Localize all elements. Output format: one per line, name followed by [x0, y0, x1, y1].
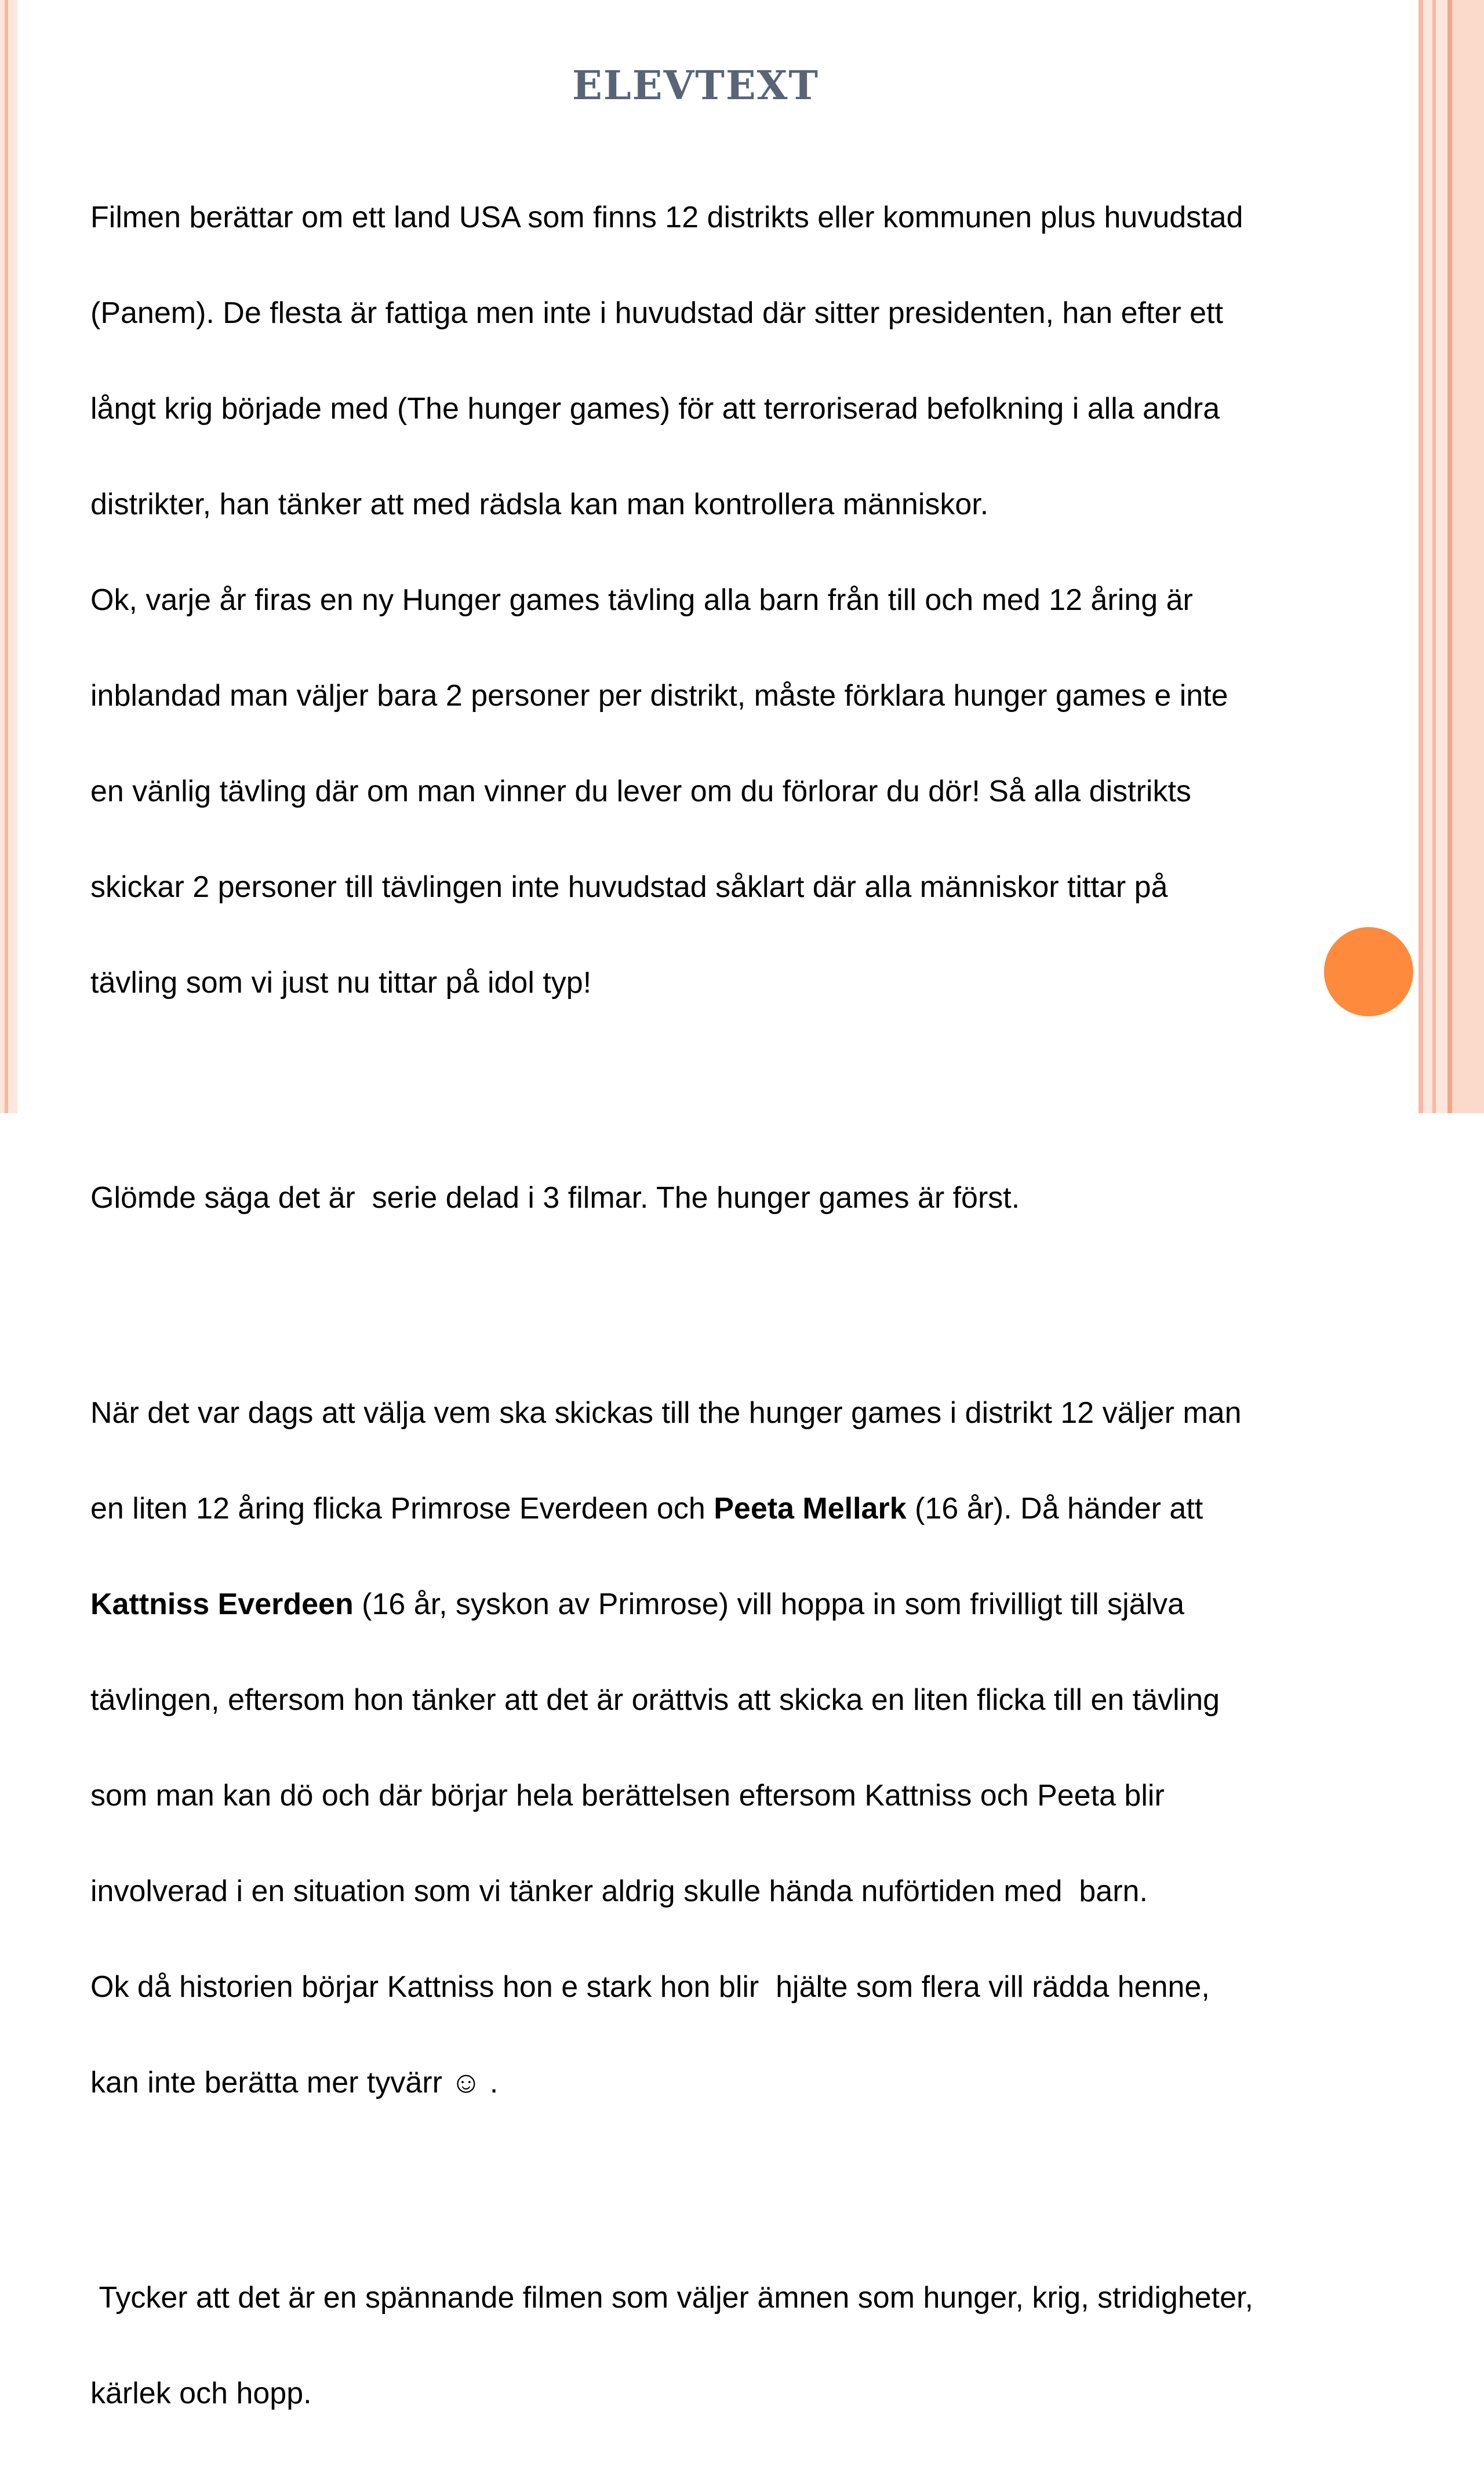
- paragraph-spacer: [90, 1063, 1383, 1118]
- paragraph-spacer: [90, 2163, 1383, 2218]
- paragraph-1: [90, 138, 1383, 1063]
- text-line: [90, 1493, 1383, 1525]
- character-name-peeta: Peeta Mellark: [714, 1492, 907, 1525]
- text-line: distrikter, han tänker att med rädsla kan man kontrollera människor.: [90, 488, 989, 521]
- orange-circle-decoration: [1324, 927, 1413, 1016]
- slide-title: ELEVTEXT: [572, 63, 820, 109]
- text-run: (16 år). Då händer att: [906, 1492, 1203, 1525]
- right-border-decoration: [1418, 0, 1484, 1113]
- paragraph-4: [90, 2218, 1383, 2473]
- text-line: kärlek och hopp.: [90, 2377, 312, 2410]
- paragraph-3: [90, 1334, 1383, 2163]
- text-line: kan inte berätta mer tyvärr ☺ .: [90, 2066, 499, 2099]
- text-line: Ok, varje år firas en ny Hunger games tävling alla barn från till och med 12 åring är: [90, 583, 1193, 617]
- text-run: (16 år, syskon av Primrose) vill hoppa in som frivilligt till själva: [353, 1587, 1185, 1621]
- text-line: en vänlig tävling där om man vinner du lever om du förlorar du dör! Så alla distrikts: [90, 775, 1191, 808]
- text-line: inblandad man väljer bara 2 personer per distrikt, måste förklara hunger games e inte: [90, 679, 1228, 713]
- text-line: involverad i en situation som vi tänker aldrig skulle hända nuförtiden med barn.: [90, 1874, 1148, 1908]
- left-border-decoration: [0, 0, 17, 1113]
- text-line: långt krig började med (The hunger games) för att terroriserad befolkning i alla andra: [90, 392, 1220, 426]
- paragraph-spacer: [90, 1278, 1383, 1334]
- text-line: Glömde säga det är serie delad i 3 filmar. The hunger games är först.: [90, 1181, 1020, 1215]
- text-line: tävlingen, eftersom hon tänker att det är orättvis att skicka en liten flicka till en tävling: [90, 1683, 1220, 1717]
- slide-body: [90, 138, 1383, 2473]
- character-name-kattniss: Kattniss Everdeen: [90, 1587, 354, 1621]
- text-line: [90, 1589, 1383, 1621]
- text-line: Tycker att det är en spännande filmen som väljer ämnen som hunger, krig, stridigheter,: [90, 2281, 1253, 2315]
- text-line: som man kan dö och där börjar hela berättelsen eftersom Kattniss och Peeta blir: [90, 1779, 1165, 1812]
- text-line: (Panem). De flesta är fattiga men inte i huvudstad där sitter presidenten, han efter ett: [90, 296, 1223, 330]
- text-line: Filmen berättar om ett land USA som finns 12 distrikts eller kommunen plus huvudstad: [90, 201, 1243, 234]
- text-line: När det var dags att välja vem ska skickas till the hunger games i distrikt 12 väljer man: [90, 1396, 1242, 1430]
- text-run: en liten 12 åring flicka Primrose Everdeen och: [90, 1492, 714, 1525]
- text-line: skickar 2 personer till tävlingen inte huvudstad såklart där alla människor tittar på: [90, 870, 1168, 904]
- paragraph-2: [90, 1118, 1383, 1278]
- text-line: Ok då historien börjar Kattniss hon e stark hon blir hjälte som flera vill rädda henne,: [90, 1970, 1210, 2004]
- text-line: tävling som vi just nu tittar på idol typ!: [90, 966, 592, 1000]
